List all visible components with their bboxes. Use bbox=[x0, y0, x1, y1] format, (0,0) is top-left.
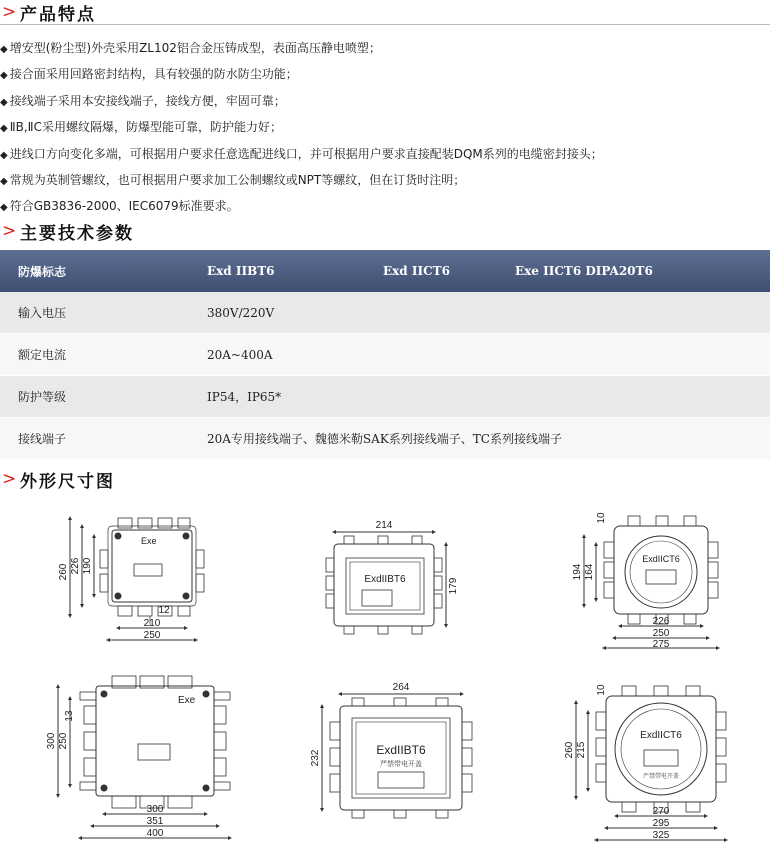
spec-heading bbox=[0, 219, 770, 243]
dim-label: 270 bbox=[652, 806, 670, 817]
spec-row bbox=[0, 292, 770, 334]
feature-item: ◆ 接线端子采用本安接线端子，接线方便，牢固可靠； bbox=[0, 89, 770, 115]
spec-row-value: 20A专用接线端子、魏德米勒SAK系列接线端子、TC系列接线端子 bbox=[191, 418, 770, 460]
drawing-exdiibt6-small bbox=[326, 520, 459, 634]
dim-label: 250 bbox=[143, 630, 161, 641]
spec-table bbox=[0, 250, 770, 460]
dims-section bbox=[0, 467, 770, 491]
dims-heading bbox=[0, 467, 770, 491]
feature-item: ◆ 增安型(粉尘型)外壳采用ZL102铝合金压铸成型，表面高压静电喷塑； bbox=[0, 36, 770, 62]
spec-row-value: 20A~400A bbox=[191, 334, 770, 376]
dim-label: 190 bbox=[82, 557, 93, 575]
drawing-label: ExdIIBT6 bbox=[364, 574, 406, 585]
dim-label: 215 bbox=[576, 741, 587, 759]
spec-header-cell: Exe IICT6 DIPA20T6 bbox=[514, 250, 770, 292]
dim-label: 260 bbox=[564, 741, 575, 759]
dim-label: 179 bbox=[448, 577, 459, 595]
spec-row bbox=[0, 418, 770, 460]
dim-label: 260 bbox=[58, 563, 69, 581]
dim-label: 226 bbox=[70, 557, 81, 575]
spec-row-value: 380V/220V bbox=[191, 292, 770, 334]
features-list bbox=[0, 36, 770, 221]
dim-label: 300 bbox=[46, 732, 57, 750]
spec-section bbox=[0, 219, 770, 243]
spec-row bbox=[0, 376, 770, 418]
spec-row-label: 额定电流 bbox=[0, 334, 191, 376]
drawing-exdiict6-small bbox=[572, 512, 718, 650]
features-title: 产品特点 bbox=[20, 4, 96, 25]
dims-title: 外形尺寸图 bbox=[20, 471, 115, 492]
features-section bbox=[0, 0, 770, 25]
section-arrow-icon: > bbox=[2, 221, 17, 241]
dim-label: 250 bbox=[58, 732, 69, 750]
spec-row-label: 接线端子 bbox=[0, 418, 191, 460]
dimension-drawings bbox=[0, 500, 770, 862]
spec-row bbox=[0, 334, 770, 376]
features-heading bbox=[0, 0, 770, 24]
dim-label: 13 bbox=[64, 710, 75, 722]
spec-header-cell: 防爆标志 bbox=[0, 250, 191, 292]
feature-item: ◆ 常规为英制管螺纹，也可根据用户要求加工公制螺纹或NPT等螺纹，但在订货时注明； bbox=[0, 168, 770, 194]
dim-label: 300 bbox=[146, 804, 164, 815]
drawing-label: ExdIIBT6 bbox=[376, 743, 426, 757]
feature-item: ◆ 接合面采用回路密封结构，具有较强的防水防尘功能； bbox=[0, 62, 770, 88]
section-arrow-icon: > bbox=[2, 469, 17, 489]
spec-header-cell: Exd IICT6 bbox=[382, 250, 514, 292]
drawing-sublabel: 严禁带电开盖 bbox=[642, 774, 680, 780]
drawing-exe-large bbox=[46, 676, 230, 839]
dim-label: 210 bbox=[143, 618, 161, 629]
dim-label: 10 bbox=[596, 684, 607, 696]
dim-label: 325 bbox=[652, 830, 670, 841]
drawing-exdiict6-large bbox=[564, 684, 726, 841]
spec-title: 主要技术参数 bbox=[20, 223, 134, 244]
dim-label: 295 bbox=[652, 818, 670, 829]
dim-label: 232 bbox=[310, 749, 321, 767]
feature-item: ◆ ⅡB,ⅡC采用螺纹隔爆，防爆型能可靠，防护能力好； bbox=[0, 115, 770, 141]
drawing-label: ExdIICT6 bbox=[642, 554, 680, 564]
feature-item: ◆ 进线口方向变化多端，可根据用户要求任意选配进线口，并可根据用户要求直接配装DQM系列的电缆密封接头； bbox=[0, 142, 770, 168]
drawing-exe-small bbox=[58, 518, 204, 641]
dim-label: 194 bbox=[572, 563, 583, 581]
dim-label: 400 bbox=[146, 828, 164, 839]
drawing-exdiibt6-large bbox=[310, 682, 472, 818]
spec-header-cell: Exd IIBT6 bbox=[191, 250, 382, 292]
spec-header-row bbox=[0, 250, 770, 292]
drawing-label: Exe bbox=[141, 536, 157, 546]
dim-label: 275 bbox=[652, 639, 670, 650]
drawing-sublabel: 严禁带电开盖 bbox=[380, 761, 422, 768]
dim-label: 351 bbox=[146, 816, 164, 827]
dim-label: 264 bbox=[392, 682, 410, 693]
dim-label: 226 bbox=[652, 616, 670, 627]
spec-row-value: IP54，IP65* bbox=[191, 376, 770, 418]
dim-label: 164 bbox=[584, 563, 595, 581]
section-arrow-icon: > bbox=[2, 2, 17, 22]
dim-label: 12 bbox=[158, 605, 170, 616]
section-divider bbox=[0, 24, 770, 25]
dim-label: 250 bbox=[652, 628, 670, 639]
spec-row-label: 防护等级 bbox=[0, 376, 191, 418]
spec-row-label: 输入电压 bbox=[0, 292, 191, 334]
feature-item: ◆ 符合GB3836-2000、IEC6079标准要求。 bbox=[0, 194, 770, 220]
dim-label: 214 bbox=[375, 520, 393, 531]
drawing-label: Exe bbox=[178, 695, 196, 706]
drawing-label: ExdIICT6 bbox=[640, 730, 682, 741]
dim-label: 10 bbox=[596, 512, 607, 524]
